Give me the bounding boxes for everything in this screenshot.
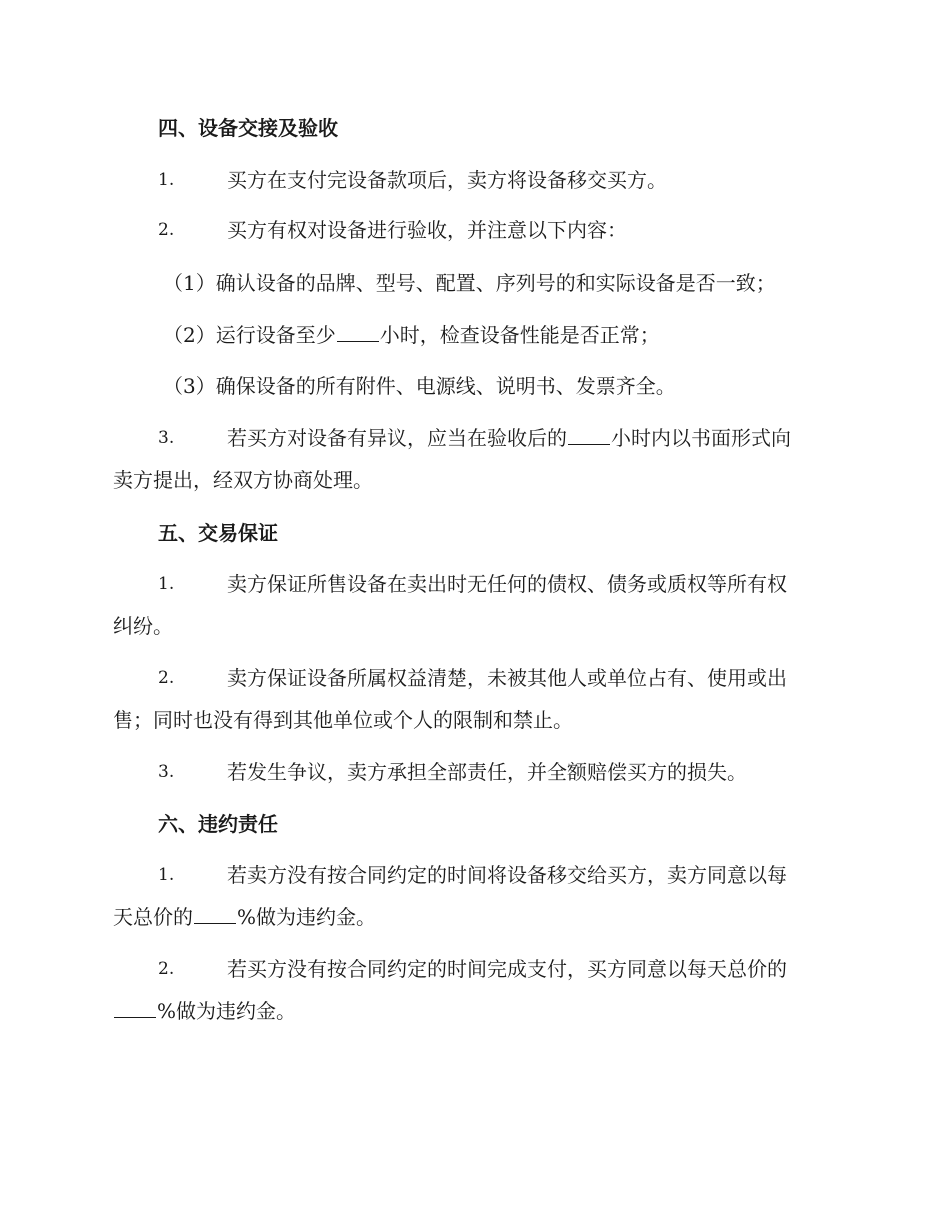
item-text: 卖方保证所售设备在卖出时无任何的债权、债务或质权等所有权	[227, 572, 787, 596]
item-number: 2.	[158, 668, 175, 688]
section-4-heading: 四、设备交接及验收	[158, 116, 338, 140]
item-text: 卖方保证设备所属权益清楚，未被其他人或单位占有、使用或出	[227, 666, 787, 690]
item-text-pre: 若买方对设备有异议，应当在验收后的	[227, 426, 567, 450]
item-text	[227, 424, 791, 452]
subitem-text-post: 小时，检查设备性能是否正常；	[379, 323, 660, 347]
item-text-continuation: 售；同时也没有得到其他单位或个人的限制和禁止。	[113, 708, 573, 732]
section-5-heading: 五、交易保证	[158, 521, 278, 545]
item-text-post: 小时内以书面形式向	[611, 426, 791, 450]
item-text-continuation	[113, 997, 296, 1025]
fill-blank	[194, 903, 236, 924]
item-number: 2.	[158, 220, 175, 240]
item-text: 若买方没有按合同约定的时间完成支付，买方同意以每天总价的	[227, 957, 787, 981]
subitem-text-pre: （2）运行设备至少	[163, 323, 336, 347]
section-6-heading: 六、违约责任	[158, 812, 278, 836]
item-number: 2.	[158, 959, 175, 979]
item-number: 1.	[158, 170, 175, 190]
fill-blank	[114, 997, 156, 1018]
item-number: 1.	[158, 574, 175, 594]
item-text: 买方在支付完设备款项后，卖方将设备移交买方。	[227, 168, 667, 192]
item-text: 若卖方没有按合同约定的时间将设备移交给买方，卖方同意以每	[227, 863, 787, 887]
item-text-continuation: 卖方提出，经双方协商处理。	[113, 468, 373, 492]
subitem-text: （3）确保设备的所有附件、电源线、说明书、发票齐全。	[163, 374, 676, 398]
subitem-text: （1）确认设备的品牌、型号、配置、序列号的和实际设备是否一致；	[163, 271, 776, 295]
item-text-post: %做为违约金。	[157, 999, 297, 1023]
item-text-post: %做为违约金。	[237, 905, 377, 929]
item-number: 3.	[158, 762, 175, 782]
item-text: 买方有权对设备进行验收，并注意以下内容：	[227, 218, 627, 242]
item-number: 3.	[158, 428, 175, 448]
item-text: 若发生争议，卖方承担全部责任，并全额赔偿买方的损失。	[227, 760, 747, 784]
item-number: 1.	[158, 865, 175, 885]
item-text-continuation	[113, 903, 376, 931]
fill-blank	[568, 424, 610, 445]
subitem-text	[163, 321, 660, 349]
item-text-continuation: 纠纷。	[113, 614, 173, 638]
fill-blank	[337, 321, 379, 342]
item-text-pre: 天总价的	[113, 905, 193, 929]
